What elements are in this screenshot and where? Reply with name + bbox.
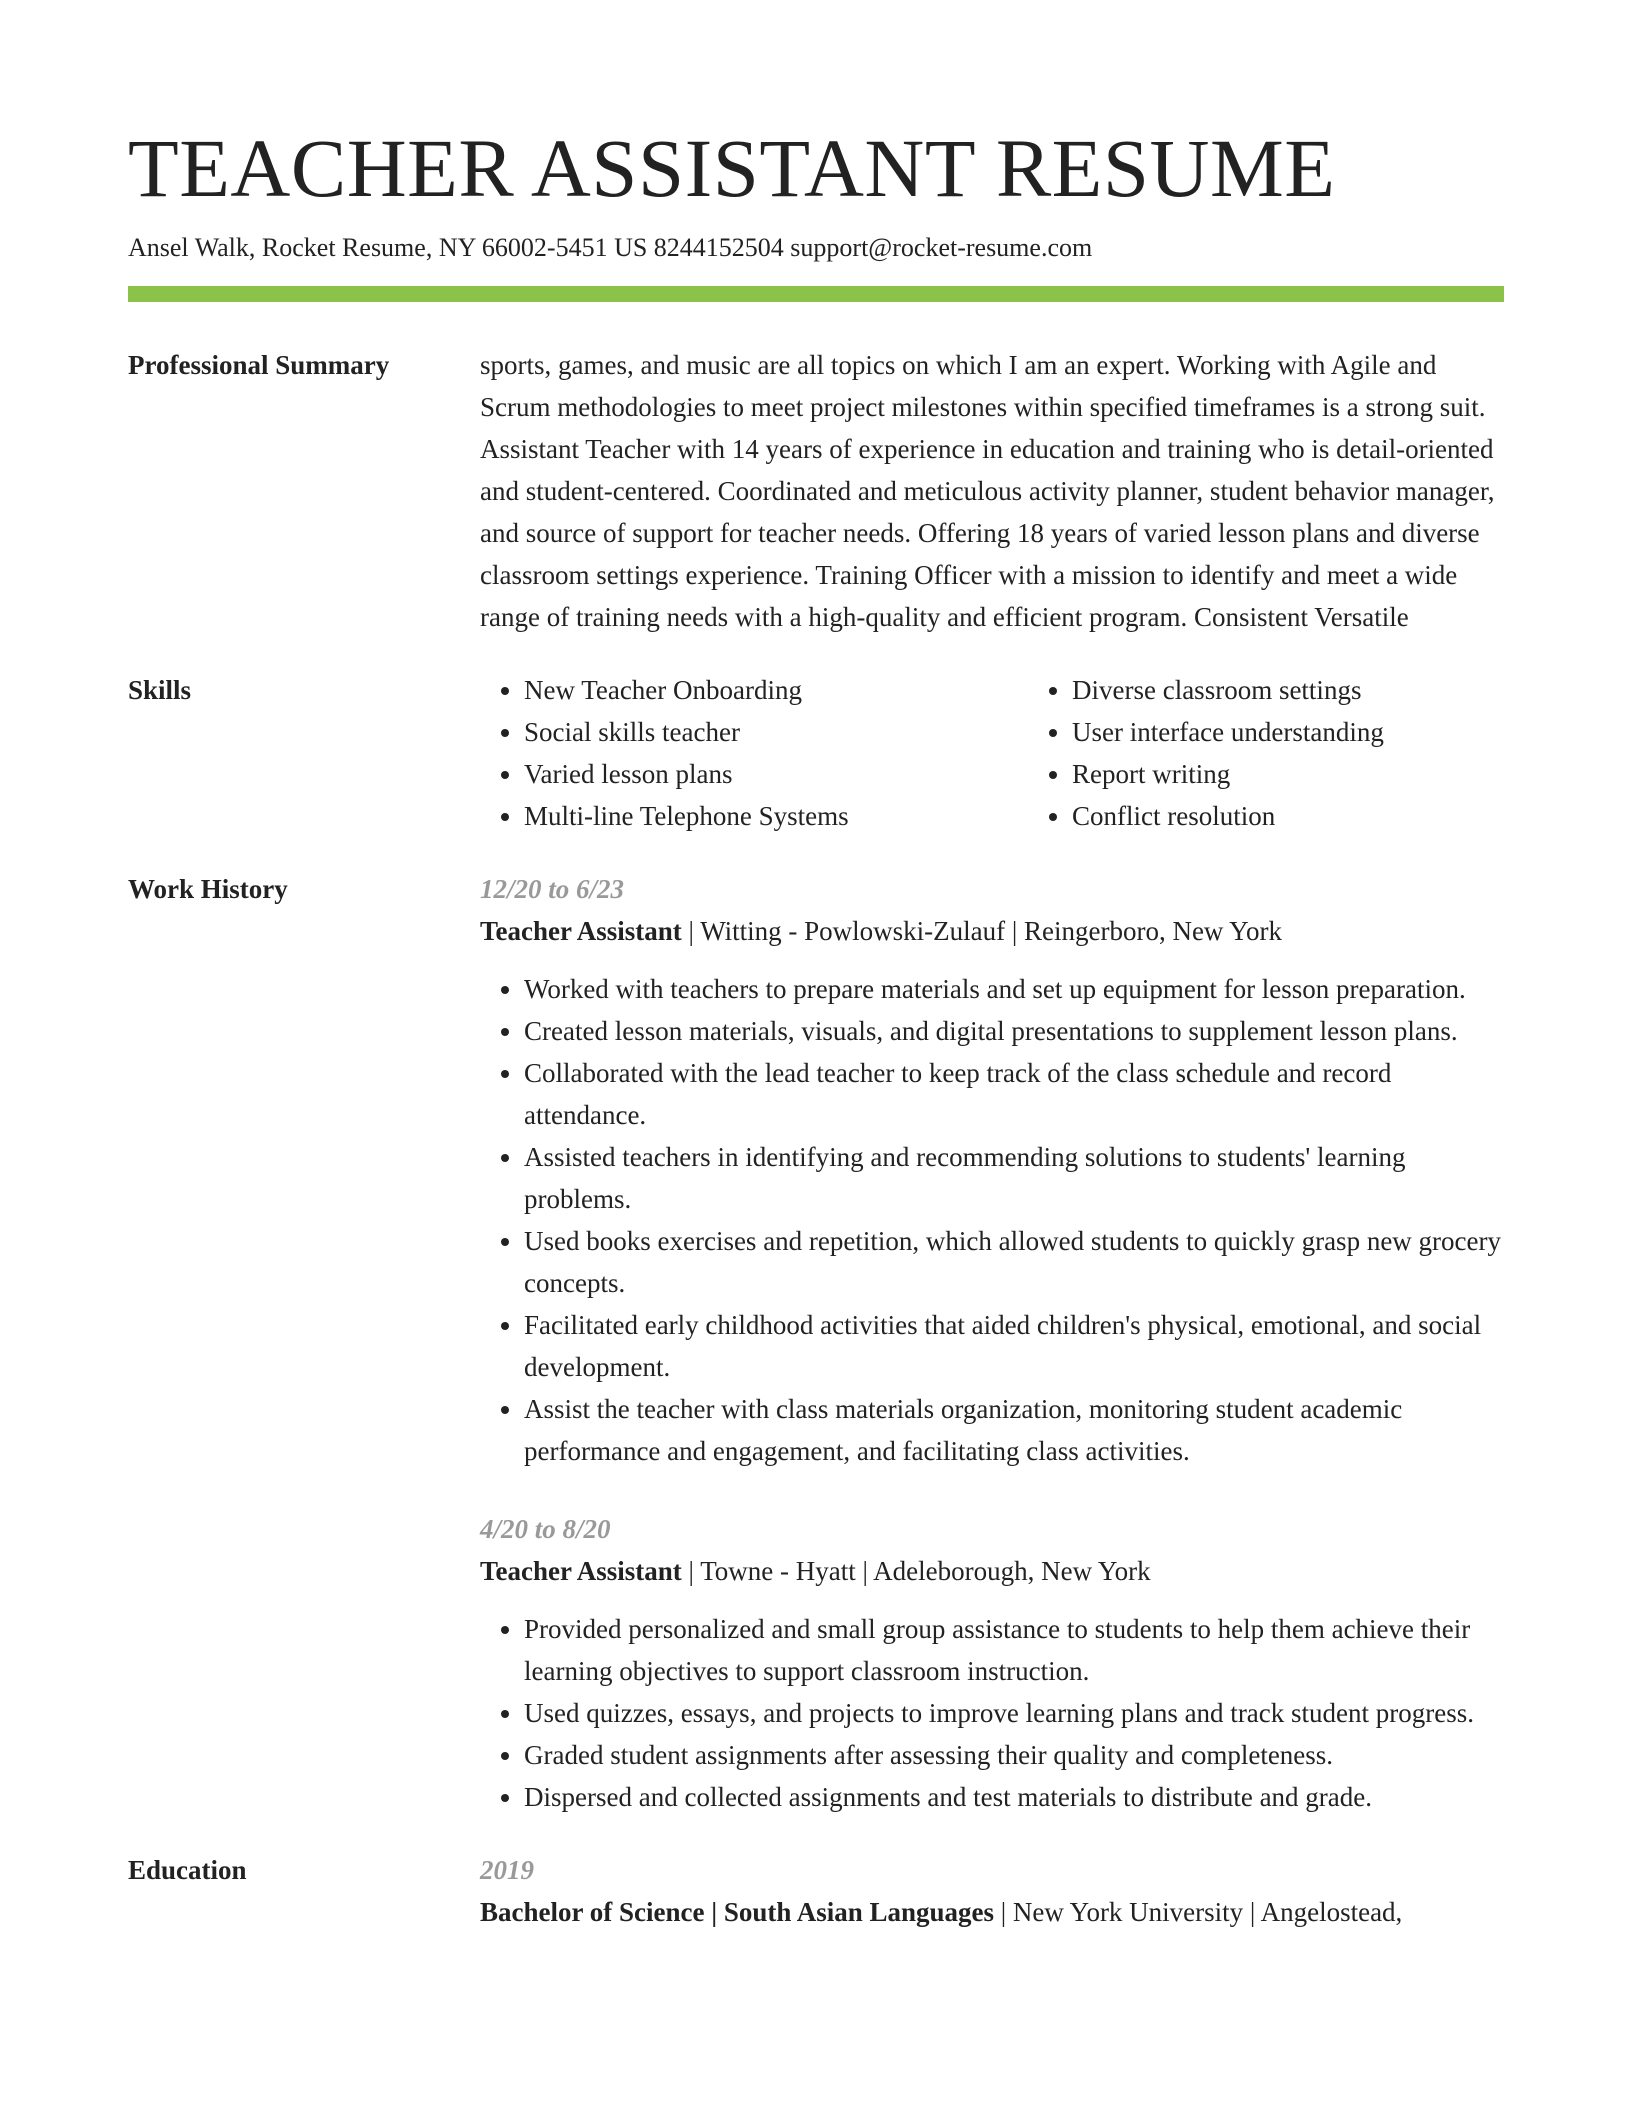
- summary-text: sports, games, and music are all topics on which I am an expert. Working with Agile and Scrum methodologies to meet project milestones within specified timeframes is a strong suit. Assistant Teacher with 14 years of experience in education and training who is detail-oriented and student-centered. Coordinated and meticulous activity planner, student behavior manager, and source of support for teacher needs. Offering 18 years of varied lesson plans and diverse classroom settings experience. Training Officer with a mission to identify and meet a wide range of training needs with a high-quality and efficient program. Consistent Versatile: [480, 350, 1495, 632]
- job-bullet: • Graded student assignments after assessing their quality and completeness.: [524, 1734, 1504, 1776]
- education-body: [480, 1849, 1504, 1933]
- skill-item: • Conflict resolution: [1072, 795, 1576, 837]
- job-heading: [480, 1550, 1504, 1592]
- job-bullet: • Worked with teachers to prepare materials and set up equipment for lesson preparation.: [524, 968, 1504, 1010]
- job-details: | Towne - Hyatt | Adeleborough, New York: [681, 1556, 1151, 1586]
- resume-title: TEACHER ASSISTANT RESUME: [128, 122, 1336, 214]
- education-heading: [480, 1891, 1504, 1933]
- contact-line: Ansel Walk, Rocket Resume, NY 66002-5451 US 8244152504 support@rocket-resume.com: [128, 233, 1093, 262]
- job-entry: [480, 868, 1504, 1472]
- job-role: Teacher Assistant: [480, 1556, 682, 1586]
- education-degree: Bachelor of Science | South Asian Languages: [480, 1897, 995, 1927]
- header-spacer: [128, 302, 1504, 344]
- skills-section: [128, 669, 1504, 837]
- skill-item: • Diverse classroom settings: [1072, 669, 1576, 711]
- job-bullet: • Dispersed and collected assignments and test materials to distribute and grade.: [524, 1776, 1504, 1818]
- work-body: [480, 868, 1504, 1818]
- education-label: Education: [128, 1855, 247, 1885]
- job-role: Teacher Assistant: [480, 916, 682, 946]
- job-bullet: • Assisted teachers in identifying and recommending solutions to students' learning problems.: [524, 1136, 1504, 1220]
- skills-body: [480, 669, 1576, 837]
- job-bullet: • Created lesson materials, visuals, and digital presentations to supplement lesson plans.: [524, 1010, 1504, 1052]
- job-heading: [480, 910, 1504, 952]
- skills-list-right: [1028, 669, 1576, 837]
- resume-page: [128, 118, 1504, 1933]
- summary-label: Professional Summary: [128, 350, 390, 380]
- education-details: | New York University | Angelostead,: [994, 1897, 1403, 1927]
- skill-item: • Varied lesson plans: [524, 753, 1028, 795]
- education-year: 2019: [480, 1855, 534, 1885]
- job-bullet: • Used books exercises and repetition, which allowed students to quickly grasp new grocery concepts.: [524, 1220, 1504, 1304]
- skill-item: • User interface understanding: [1072, 711, 1576, 753]
- skills-label: Skills: [128, 675, 192, 705]
- job-entry: [480, 1508, 1504, 1818]
- skill-item: • Multi-line Telephone Systems: [524, 795, 1028, 837]
- job-bullets: [480, 1608, 1504, 1818]
- job-details: | Witting - Powlowski-Zulauf | Reingerboro, New York: [681, 916, 1282, 946]
- job-bullet: • Collaborated with the lead teacher to keep track of the class schedule and record attendance.: [524, 1052, 1504, 1136]
- education-section: [128, 1849, 1504, 1933]
- skills-list-left: [480, 669, 1028, 837]
- summary-section: [128, 344, 1504, 638]
- job-bullet: • Assist the teacher with class materials organization, monitoring student academic performance and engagement, and facilitating class activities.: [524, 1388, 1504, 1472]
- job-bullets: [480, 968, 1504, 1472]
- job-bullet: • Used quizzes, essays, and projects to improve learning plans and track student progress.: [524, 1692, 1504, 1734]
- summary-body: [480, 344, 1504, 638]
- work-label: Work History: [128, 874, 288, 904]
- job-bullet: • Provided personalized and small group assistance to students to help them achieve their learning objectives to support classroom instruction.: [524, 1608, 1504, 1692]
- skill-item: • Social skills teacher: [524, 711, 1028, 753]
- work-section: [128, 868, 1504, 1818]
- job-dates: 4/20 to 8/20: [480, 1514, 611, 1544]
- skill-item: • Report writing: [1072, 753, 1576, 795]
- job-bullet: • Facilitated early childhood activities that aided children's physical, emotional, and social development.: [524, 1304, 1504, 1388]
- accent-divider: [128, 286, 1504, 302]
- job-dates: 12/20 to 6/23: [480, 874, 625, 904]
- skill-item: • New Teacher Onboarding: [524, 669, 1028, 711]
